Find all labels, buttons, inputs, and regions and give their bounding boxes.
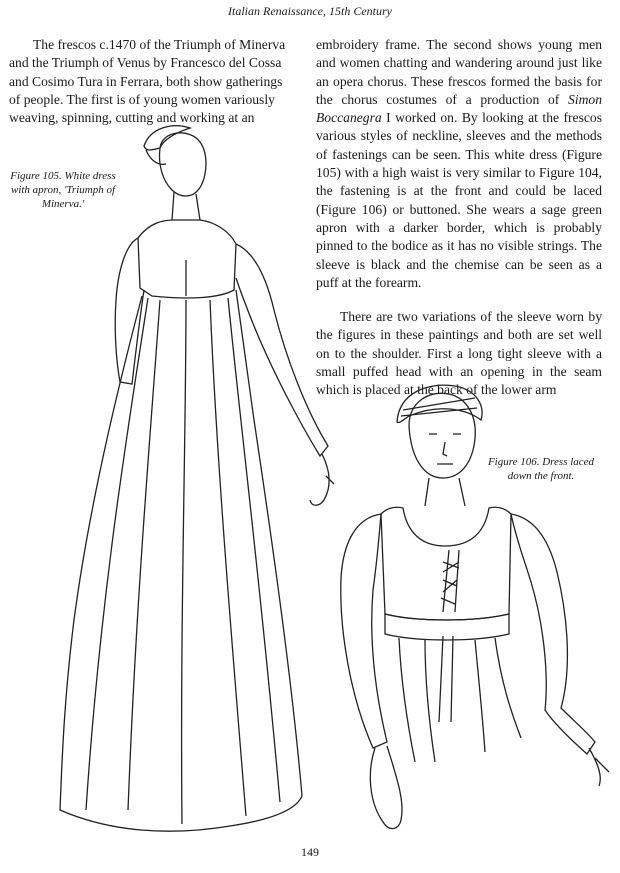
fig106-skirt-folds <box>399 638 521 762</box>
fig106-head <box>409 393 475 478</box>
fig106-face <box>429 434 461 464</box>
left-line-4: of people. The first is of young women variously <box>9 91 275 107</box>
paragraph-1 <box>316 36 602 292</box>
fig106-right-hand <box>589 748 609 786</box>
fig105-hair-braid <box>144 126 190 165</box>
fig106-neck <box>425 478 465 506</box>
figure-106-illustration <box>325 382 615 842</box>
paragraph-1-start: embroidery frame. The second shows young men and women chatting and wandering around just like an opera chorus. These frescos formed the basis for the chorus costumes of a production of <box>316 37 602 107</box>
fig106-left-hand <box>370 746 402 829</box>
running-header: Italian Renaissance, 15th Century <box>228 4 392 18</box>
left-line-3: and Cosimo Tura in Ferrara, both show gatherings <box>9 73 283 89</box>
left-line-2: and the Triumph of Venus by Francesco del Cossa <box>9 55 282 71</box>
opera-title: Simon Boccanegra <box>316 91 602 126</box>
fig106-waistband <box>385 614 509 640</box>
left-column-text <box>9 36 297 127</box>
fig105-left-sleeve <box>115 238 144 384</box>
fig106-right-sleeve <box>511 514 595 754</box>
figure-105-illustration <box>40 120 350 840</box>
page-number: 149 <box>301 845 319 859</box>
fig105-bodice-back <box>138 220 236 298</box>
figure-106-caption: Figure 106. Dress laced down the front. <box>487 456 595 482</box>
left-line-1: The frescos c.1470 of the Triumph of Minerva <box>33 37 286 52</box>
left-line-5: weaving, spinning, cutting and working at an <box>9 110 255 126</box>
fig105-head <box>160 133 206 196</box>
right-column-text <box>316 36 602 400</box>
paragraph-1-end: I worked on. By looking at the frescos various styles of neckline, sleeves and the methods of fastenings can be seen. This white dress (Figure 105) with a high waist is very similar to Figure 104, the fastening is at the front and could be laced (Figure 106) or buttoned. She wears a sage green apron with a darker border, which is probably pinned to the bodice as it has no visible strings. The sleeve is black and the chemise can be seen as a puff at the forearm. <box>316 110 602 290</box>
fig106-lacing <box>439 550 459 722</box>
paragraph-2: There are two variations of the sleeve worn by the figures in these paintings and both are set well on to the shoulder. First a long tight sleeve with a small puffed head with an opening in the seam which is placed at the back of the lower arm <box>316 309 602 398</box>
fig105-skirt-folds <box>86 298 280 824</box>
fig105-skirt <box>60 290 302 831</box>
fig105-right-sleeve <box>236 244 328 456</box>
figure-105-caption: Figure 105. White dress with apron, 'Triumph of Minerva.' <box>10 170 116 210</box>
fig106-left-sleeve <box>341 514 387 748</box>
